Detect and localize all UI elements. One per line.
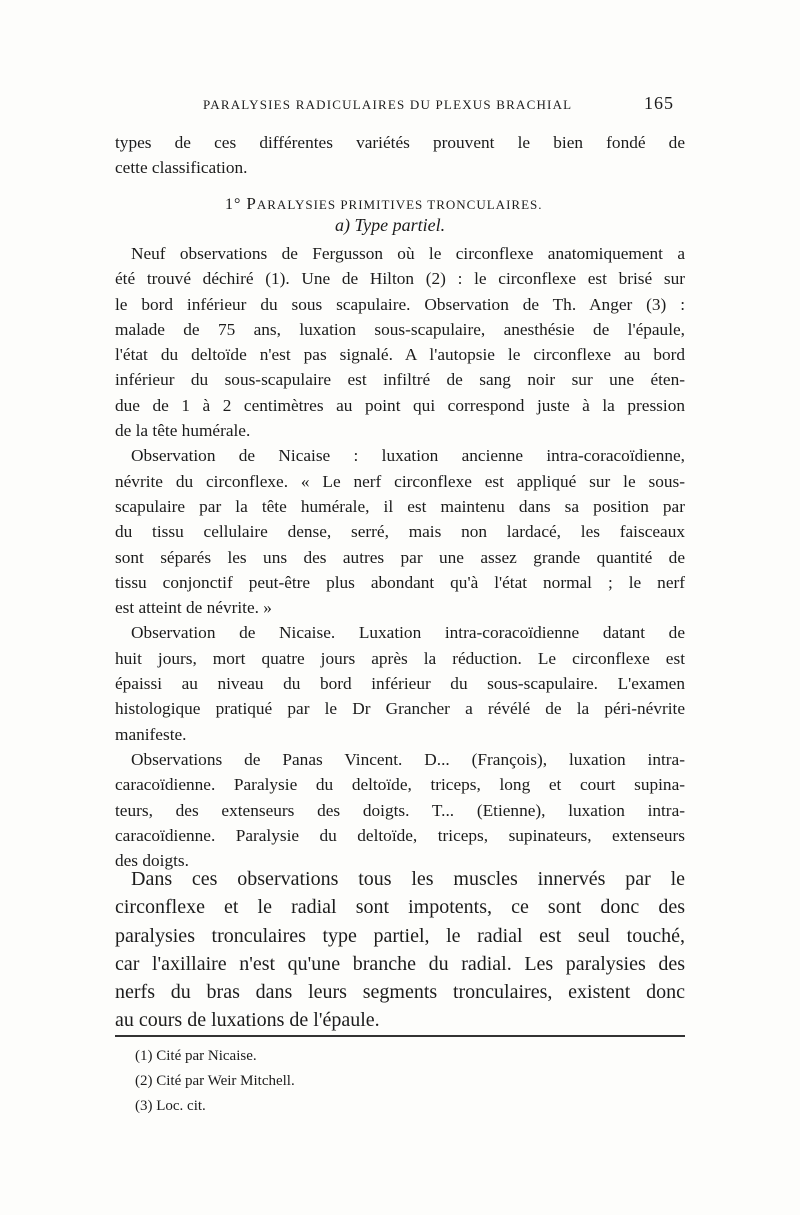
text-line: manifeste. xyxy=(115,724,187,744)
text-line: malade de 75 ans, luxation sous-scapulaire, anesthésie de l'épaule, xyxy=(115,319,685,339)
text-line: le bord inférieur du sous scapulaire. Observation de Th. Anger (3) : xyxy=(115,294,685,314)
text-line: Neuf observations de Fergusson où le circonflexe anatomiquement a xyxy=(131,244,685,263)
section-number: 1° xyxy=(225,196,242,213)
text-line: de la tête humérale. xyxy=(115,421,251,441)
section-title-initial: P xyxy=(246,194,257,213)
text-line: du tissu cellulaire dense, serré, mais non lardacé, les faisceaux xyxy=(115,522,685,542)
text-line: huit jours, mort quatre jours après la réduction. Le circonflexe est xyxy=(115,648,685,668)
text-line: l'état du deltoïde n'est pas signalé. A l'autopsie le circonflexe au bord xyxy=(115,345,685,365)
text-line: paralysies tronculaires type partiel, le radial est seul touché, xyxy=(115,924,685,947)
running-header: PARALYSIES RADICULAIRES DU PLEXUS BRACHIAL xyxy=(203,97,573,112)
text-line: caracoïdienne. Paralysie du deltoïde, triceps, supinateurs, extenseurs xyxy=(115,825,685,845)
paragraph-panas xyxy=(115,747,685,873)
section-title xyxy=(225,194,625,214)
text-line: caracoïdienne. Paralysie du deltoïde, triceps, long et court supina- xyxy=(115,775,685,795)
text-line: Observations de Panas Vincent. D... (François), luxation intra- xyxy=(131,749,685,769)
text-line: Observation de Nicaise : luxation ancienne intra-coracoïdienne, xyxy=(131,446,685,466)
footnote: (2) Cité par Weir Mitchell. xyxy=(135,1073,295,1089)
text-line: au cours de luxations de l'épaule. xyxy=(115,1009,380,1032)
text-line: Dans ces observations tous les muscles innervés par le xyxy=(131,868,685,890)
text-line: des doigts. xyxy=(115,851,189,871)
text-line: tissu conjonctif peut-être plus abondant qu'à l'état normal ; le nerf xyxy=(115,572,685,592)
text-line: est atteint de névrite. » xyxy=(115,598,272,618)
text-line: été trouvé déchiré (1). Une de Hilton (2) : le circonflexe est brisé sur xyxy=(115,269,685,289)
footnotes xyxy=(135,1044,535,1119)
text-line: sont séparés les uns des autres par une assez grande quantité de xyxy=(115,547,685,567)
text-line: névrite du circonflexe. « Le nerf circonflexe est appliqué sur le sous- xyxy=(115,471,685,491)
text-line: nerfs du bras dans leurs segments tronculaires, existent donc xyxy=(115,981,685,1004)
text-line: teurs, des extenseurs des doigts. T... (Etienne), luxation intra- xyxy=(115,800,685,820)
page-number: 165 xyxy=(644,93,674,113)
text-line: due de 1 à 2 centimètres au point qui correspond juste à la pression xyxy=(115,395,685,415)
text-line: cette classification. xyxy=(115,158,248,178)
footnote: (3) Loc. cit. xyxy=(135,1098,206,1114)
section-title-text: ARALYSIES PRIMITIVES TRONCULAIRES. xyxy=(256,197,543,212)
footnote-divider xyxy=(115,1035,685,1037)
conclusion-paragraph xyxy=(115,865,685,1035)
text-line: épaissi au niveau du bord inférieur du sous-scapulaire. L'examen xyxy=(115,674,685,694)
text-line: car l'axillaire n'est qu'une branche du radial. Les paralysies des xyxy=(115,952,685,975)
text-line: Observation de Nicaise. Luxation intra-coracoïdienne datant de xyxy=(131,623,685,643)
text-line: inférieur du sous-scapulaire est infiltré de sang noir sur une éten- xyxy=(115,370,685,390)
paragraph-nicaise-1 xyxy=(115,443,685,620)
text-line: scapulaire par la tête humérale, il est maintenu dans sa position par xyxy=(115,496,685,516)
subsection-title: a) Type partiel. xyxy=(335,215,446,235)
observations-body xyxy=(115,241,685,873)
intro-paragraph xyxy=(115,130,685,181)
text-line: circonflexe et le radial sont impotents, ce sont donc des xyxy=(115,896,685,919)
text-line: histologique pratiqué par le Dr Grancher a révélé de la péri-névrite xyxy=(115,699,685,719)
footnote: (1) Cité par Nicaise. xyxy=(135,1048,257,1064)
text-line: types de ces différentes variétés prouvent le bien fondé de xyxy=(115,133,685,152)
paragraph-fergusson xyxy=(115,241,685,443)
paragraph-nicaise-2 xyxy=(115,620,685,746)
